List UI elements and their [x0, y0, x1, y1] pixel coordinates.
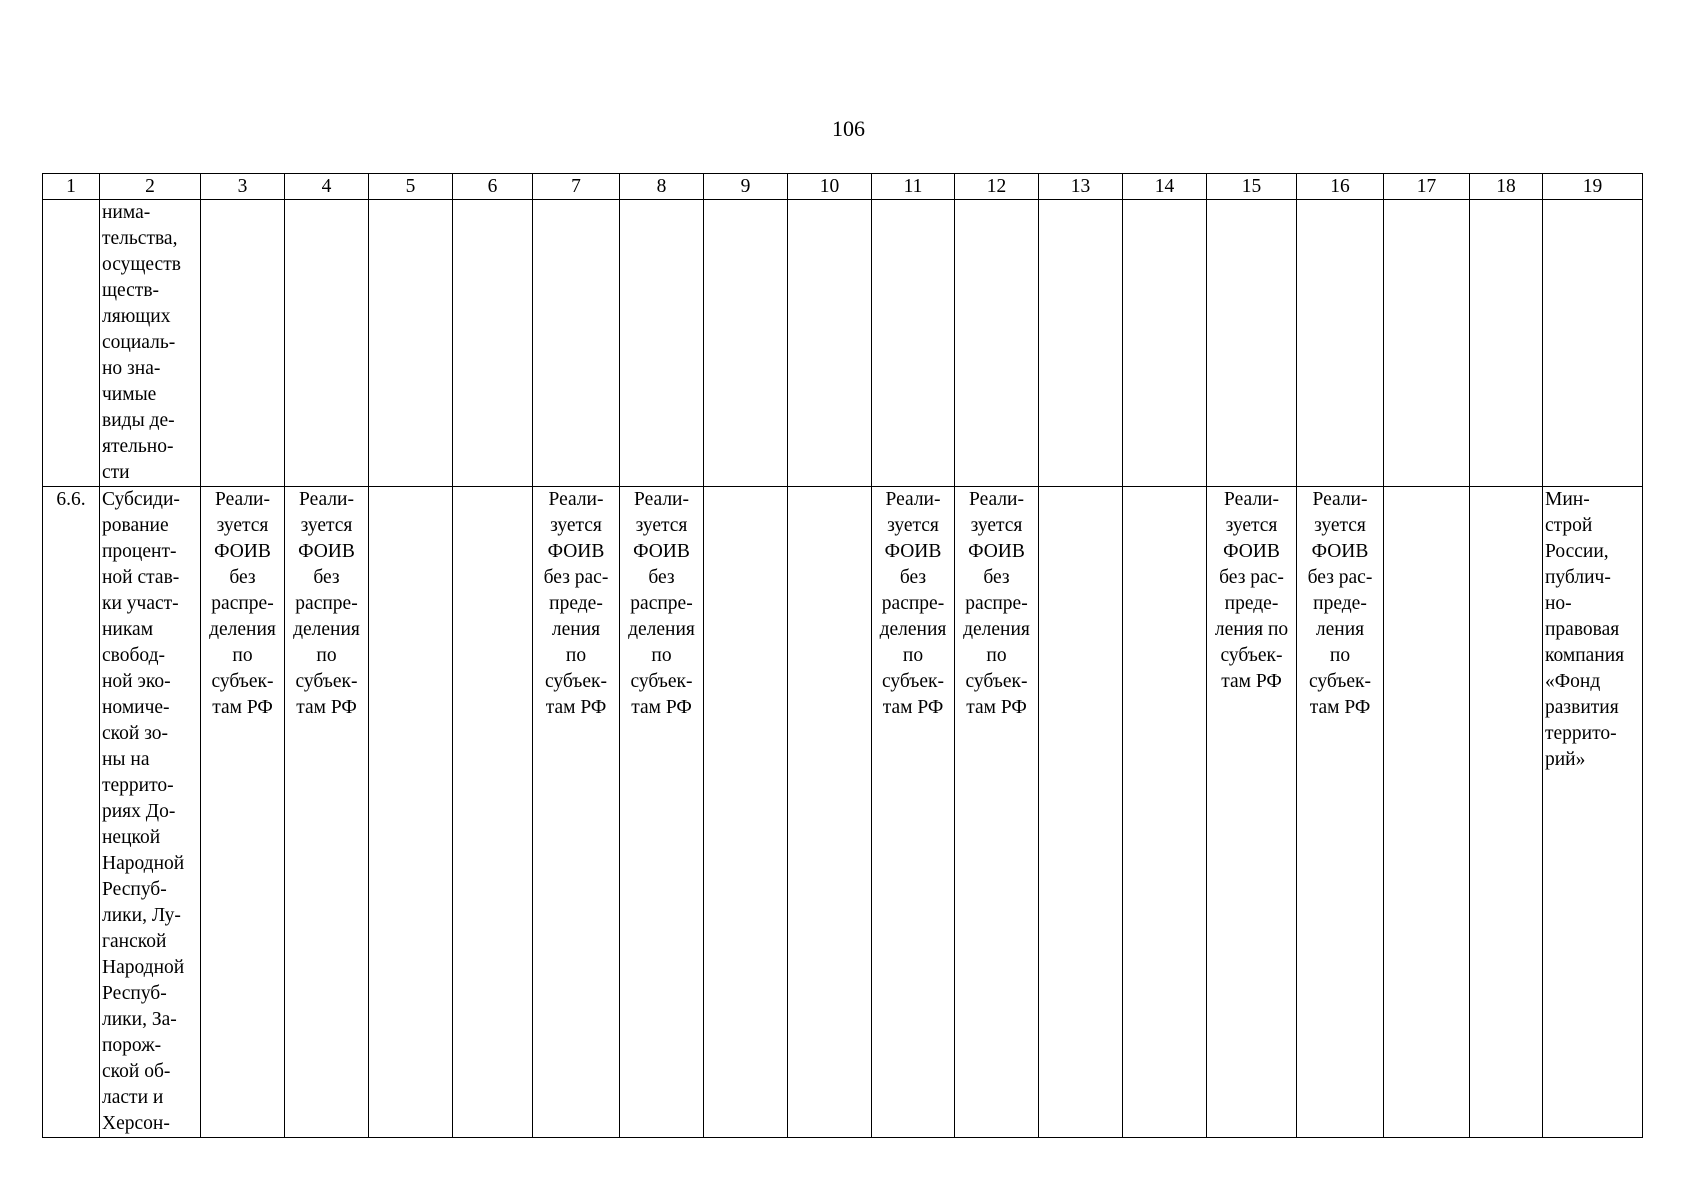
table-cell: Реали- зуется ФОИВ без распре- деления по субъек- там РФ: [201, 487, 285, 1138]
table-cell: [285, 200, 369, 487]
column-number: 13: [1039, 174, 1123, 200]
column-number: 4: [285, 174, 369, 200]
table-cell: [1384, 200, 1470, 487]
column-number: 16: [1297, 174, 1384, 200]
column-number: 7: [533, 174, 620, 200]
table-cell: [620, 200, 704, 487]
table-cell: [1297, 200, 1384, 487]
table-cell: [533, 200, 620, 487]
table-cell: [788, 487, 872, 1138]
column-number-row: [43, 174, 1643, 200]
measure-name-cell: Субсиди- рование процент- ной став- ки участ- никам свобод- ной эко- номиче- ской зо- ны на террито- риях До- нецкой Народной Респуб- лики, Лу- ганской Народной Респуб- лики, За- порож- ской об- ласти и Херсон-: [100, 487, 201, 1138]
column-number: 11: [872, 174, 955, 200]
column-number: 2: [100, 174, 201, 200]
column-number: 5: [369, 174, 453, 200]
table-cell: [369, 487, 453, 1138]
table-cell: [369, 200, 453, 487]
table-cell: [1207, 200, 1297, 487]
table-cell: [1123, 487, 1207, 1138]
table-row: [43, 200, 1643, 487]
table-cell: [1470, 200, 1543, 487]
table-cell: Реали- зуется ФОИВ без распре- деления по субъек- там РФ: [285, 487, 369, 1138]
table-cell: [453, 487, 533, 1138]
table-cell: [704, 487, 788, 1138]
table-cell: Реали- зуется ФОИВ без рас- преде- ления по субъек- там РФ: [1297, 487, 1384, 1138]
table-cell: [955, 200, 1039, 487]
measures-table: [42, 173, 1643, 1138]
table-cell: [1123, 200, 1207, 487]
table-cell: [872, 200, 955, 487]
table-cell: [1039, 487, 1123, 1138]
table-cell: [1039, 200, 1123, 487]
table-cell: [201, 200, 285, 487]
responsible-cell: Мин- строй России, публич- но- правовая компания «Фонд развития террито- рий»: [1543, 487, 1643, 1138]
responsible-cell: [1543, 200, 1643, 487]
table-cell: Реали- зуется ФОИВ без рас- преде- ления по субъек- там РФ: [533, 487, 620, 1138]
column-number: 15: [1207, 174, 1297, 200]
table-cell: [704, 200, 788, 487]
column-number: 3: [201, 174, 285, 200]
column-number: 10: [788, 174, 872, 200]
measure-name-cell: нима- тельства, осуществ ществ- ляющих социаль- но зна- чимые виды де- ятельно- сти: [100, 200, 201, 487]
table-row: [43, 487, 1643, 1138]
table-cell: [1470, 487, 1543, 1138]
item-number-cell: 6.6.: [43, 487, 100, 1138]
table-cell: [788, 200, 872, 487]
column-number: 1: [43, 174, 100, 200]
table-cell: [453, 200, 533, 487]
column-number: 8: [620, 174, 704, 200]
table-cell: Реали- зуется ФОИВ без распре- деления по субъек- там РФ: [872, 487, 955, 1138]
column-number: 9: [704, 174, 788, 200]
table-cell: Реали- зуется ФОИВ без рас- преде- ления по субъек- там РФ: [1207, 487, 1297, 1138]
table-cell: Реали- зуется ФОИВ без распре- деления по субъек- там РФ: [955, 487, 1039, 1138]
column-number: 19: [1543, 174, 1643, 200]
column-number: 17: [1384, 174, 1470, 200]
page-number: 106: [832, 116, 865, 141]
table-cell: Реали- зуется ФОИВ без распре- деления по субъек- там РФ: [620, 487, 704, 1138]
table-cell: [43, 200, 100, 487]
column-number: 6: [453, 174, 533, 200]
column-number: 18: [1470, 174, 1543, 200]
table-cell: [1384, 487, 1470, 1138]
column-number: 14: [1123, 174, 1207, 200]
column-number: 12: [955, 174, 1039, 200]
